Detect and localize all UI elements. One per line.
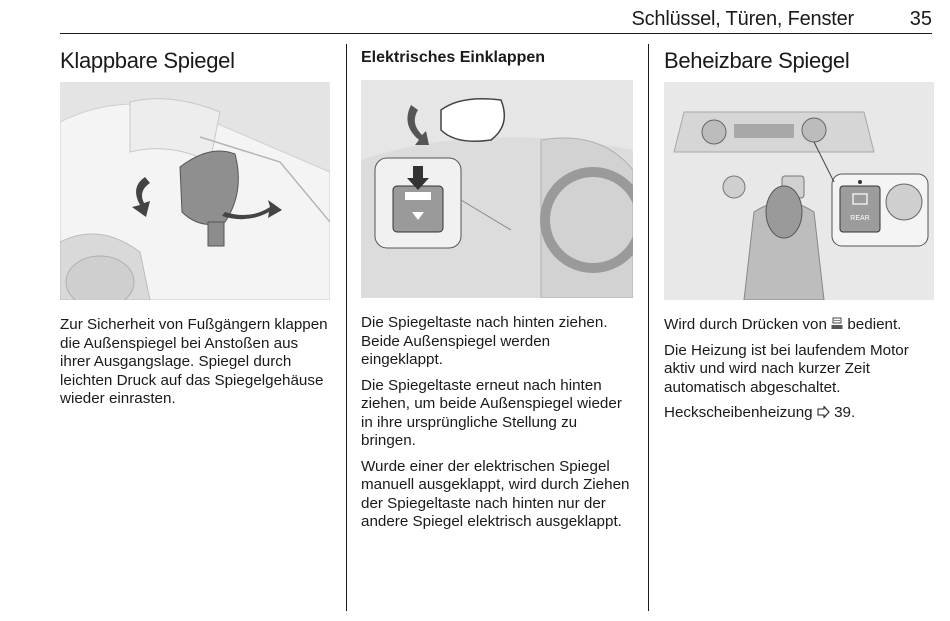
page-number: 35 [909, 8, 932, 30]
section-elektrisches-einklappen [361, 44, 633, 539]
page-reference-arrow-icon [817, 406, 830, 418]
rear-window-heater-icon [831, 317, 843, 330]
section-title: Elektrisches Einklappen [361, 49, 546, 66]
section-title: Beheizbare Spiegel [664, 48, 850, 73]
header-rule [60, 33, 932, 34]
chapter-title: Schlüssel, Türen, Fenster [631, 8, 854, 30]
intro-text-after: bedient. [847, 316, 902, 333]
heated-mirror-rear-button-illustration [664, 82, 934, 300]
page-header [0, 8, 950, 34]
rear-button-label: REAR [850, 215, 870, 222]
section-klappbare-spiegel [60, 44, 330, 416]
section-beheizbare-spiegel [664, 44, 934, 430]
car-side-mirror-folding-illustration [60, 82, 330, 300]
crossref-paragraph [664, 404, 934, 423]
intro-paragraph [664, 316, 934, 335]
section-title: Klappbare Spiegel [60, 48, 235, 73]
paragraph: Die Heizung ist bei laufendem Motor aktiv und wird nach kurzer Zeit automatisch abgeschaltet. [664, 341, 909, 396]
paragraph: Zur Sicherheit von Fußgängern klappen die Außenspiegel bei Anstoßen aus ihrer Ausgangslage. Spiegel durch leichten Druck auf das Spiegelgehäuse wieder einrasten. [60, 316, 328, 407]
column-divider [346, 44, 347, 611]
column-divider [648, 44, 649, 611]
crossref-text: Heckscheibenheizung [664, 404, 813, 421]
paragraph: Die Spiegeltaste erneut nach hinten ziehen, um beide Außenspiegel wieder in ihre ursprüngliche Stellung zu bringen. [361, 376, 622, 449]
crossref-page: 39. [834, 404, 856, 421]
electric-mirror-fold-switch-illustration [361, 80, 633, 298]
intro-text-before: Wird durch Drücken von [664, 316, 832, 333]
paragraph: Die Spiegeltaste nach hinten ziehen. Beide Außenspiegel werden eingeklappt. [361, 314, 608, 368]
paragraph: Wurde einer der elektrischen Spiegel manuell ausgeklappt, wird durch Ziehen der Spiegeltaste nach hinten nur der andere Spiegel elektrisch ausgeklappt. [361, 457, 630, 530]
